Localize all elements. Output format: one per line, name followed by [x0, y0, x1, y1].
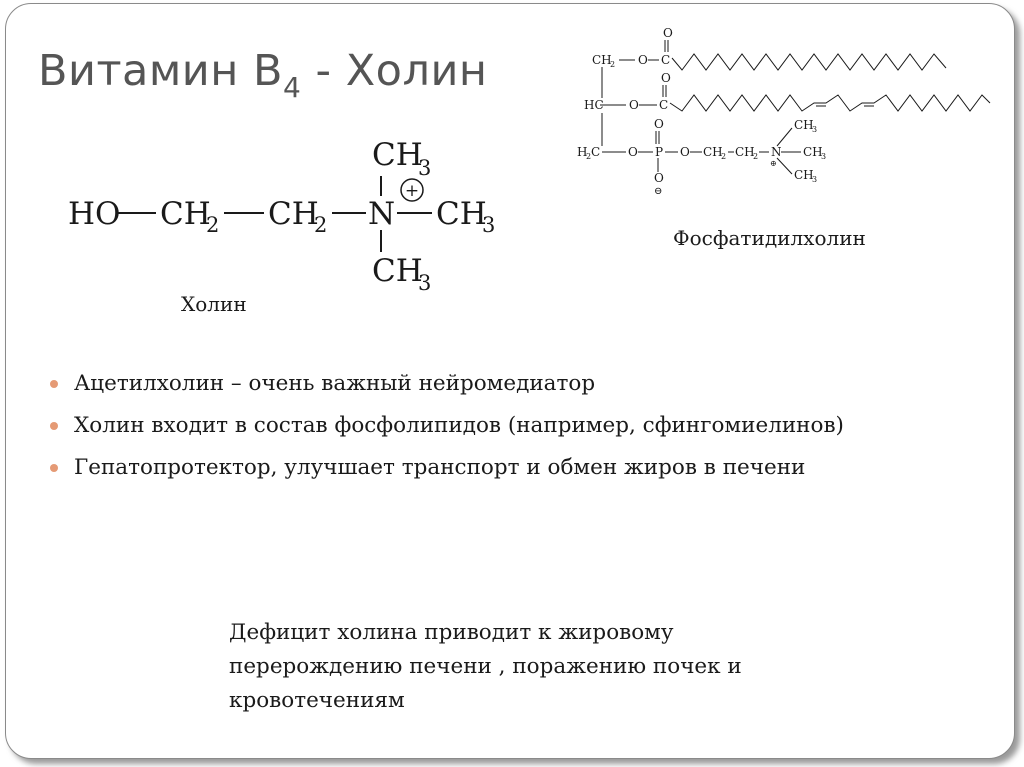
deficit-note: [229, 616, 849, 718]
svg-text:CH: CH: [803, 145, 823, 159]
bullet-dot-icon: [50, 422, 58, 430]
svg-text:3: 3: [812, 125, 818, 134]
svg-text:3: 3: [482, 213, 496, 237]
svg-text:CH: CH: [794, 118, 814, 132]
svg-text:O: O: [663, 26, 673, 40]
svg-text:O: O: [629, 98, 639, 112]
svg-text:O: O: [680, 145, 690, 159]
choline-structure: [60, 128, 520, 303]
phosphatidylcholine-structure: [570, 22, 1000, 197]
pc-h2c: H: [577, 145, 588, 159]
choline-nitrogen: N: [368, 196, 396, 232]
svg-text:2: 2: [610, 60, 616, 69]
choline-caption: Холин: [181, 292, 247, 316]
svg-text:O: O: [654, 117, 664, 131]
pc-phosphorus: P: [655, 145, 664, 159]
deficit-line-2: перерождению печени , поражению почек и: [229, 654, 742, 679]
bullet-dot-icon: [50, 464, 58, 472]
svg-text:2: 2: [586, 152, 592, 161]
choline-charge: +: [404, 181, 420, 201]
deficit-line-3: кровотечениям: [229, 688, 405, 713]
pc-nitrogen: N: [771, 145, 782, 159]
svg-text:⊖: ⊖: [654, 186, 663, 197]
svg-text:2: 2: [753, 152, 759, 161]
bullet-item: Холин входит в состав фосфолипидов (например, сфингомиелинов): [46, 408, 844, 450]
choline-sub-2: 2: [314, 213, 328, 237]
svg-text:CH: CH: [794, 168, 814, 182]
pc-hc: HC: [584, 98, 604, 112]
svg-text:CH: CH: [735, 145, 755, 159]
choline-ch3-bottom: CH: [372, 253, 423, 289]
svg-text:O: O: [661, 71, 671, 85]
bullet-item: Ацетилхолин – очень важный нейромедиатор: [46, 366, 844, 408]
choline-ch-2: CH: [268, 196, 319, 232]
svg-text:O: O: [628, 145, 638, 159]
svg-text:2: 2: [721, 152, 727, 161]
slide-title: Витамин $B_4$ - Холин: [38, 46, 488, 104]
pc-ch2-top: CH: [592, 53, 612, 67]
svg-text:C: C: [661, 53, 671, 67]
svg-text:CH: CH: [703, 145, 723, 159]
choline-ch-1: CH: [160, 196, 211, 232]
deficit-line-1: Дефицит холина приводит к жировому: [229, 620, 674, 645]
svg-text:⊕: ⊕: [770, 159, 777, 168]
choline-sub-1: 2: [206, 213, 220, 237]
choline-ho: HO: [68, 196, 121, 232]
svg-text:O: O: [654, 171, 664, 185]
svg-text:3: 3: [418, 271, 432, 295]
bullet-list: [46, 366, 844, 492]
svg-text:3: 3: [812, 175, 818, 184]
svg-text:3: 3: [418, 156, 432, 180]
bullet-dot-icon: [50, 380, 58, 388]
phosphatidylcholine-caption: Фосфатидилхолин: [673, 226, 866, 250]
svg-text:C: C: [591, 145, 601, 159]
choline-ch3-right: CH: [436, 196, 487, 232]
title-subscript: 4: [283, 71, 302, 104]
svg-text:O: O: [638, 53, 648, 67]
bullet-item: Гепатопротектор, улучшает транспорт и обмен жиров в печени: [46, 450, 844, 492]
svg-text:C: C: [659, 98, 669, 112]
svg-text:3: 3: [821, 152, 827, 161]
choline-ch3-top: CH: [372, 137, 423, 173]
